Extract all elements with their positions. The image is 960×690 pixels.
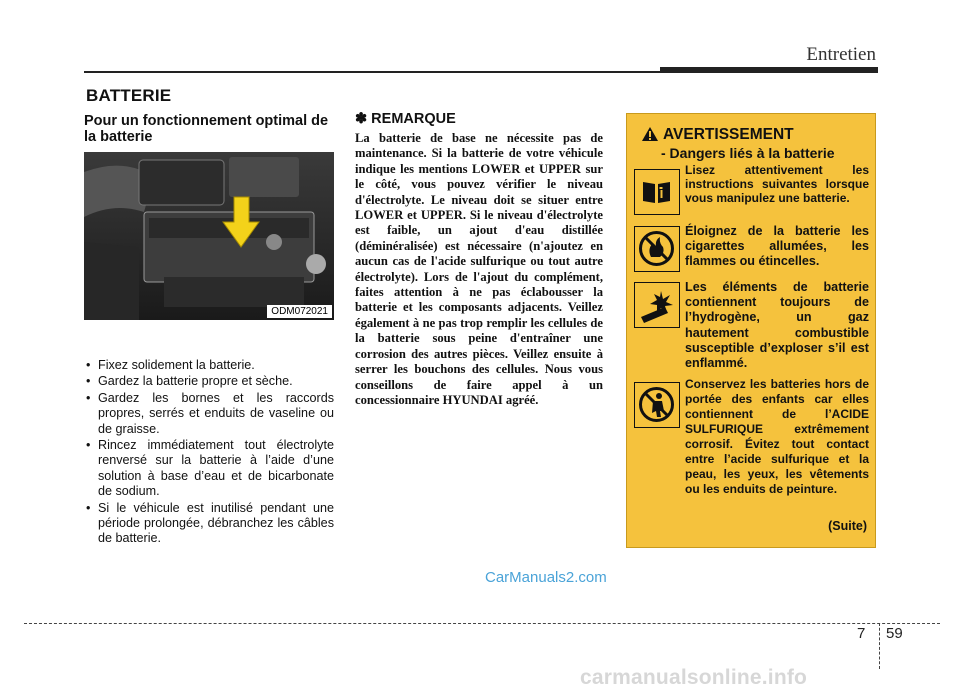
warning-box [626, 113, 876, 548]
note-text: La batterie de base ne nécessite pas de maintenance. Si la batterie de votre véhicule indique les mentions LOWER et UPPER sur le côté, vous pouvez vérifier le niveau d'électrolyte. Le niveau doit se situer entre LOWER et UPPER. Si le niveau d'électrolyte est faible, un ajout d'eau distillée (déminéralisée) est nécessaire (n'ajoutez en aucun cas de l'acide sulfurique ou tout autre électrolyte). Lors de l'ajout du complément, faites attention à ne pas éclabousser la batterie et les composants adjacents. Veillez également à ne pas trop remplir les cellules de la batterie sous peine d'entraîner une corrosion des autres pièces. Veillez ensuite à serrer les bouchons des cellules. Nous vous conseillons de faire appel à un concessionnaire HYUNDAI agréé. [355, 131, 603, 407]
note-title: ✽ REMARQUE [355, 111, 456, 127]
warning-triangle-icon [641, 126, 659, 142]
battery-photo-illustration [84, 152, 334, 320]
keep-away-children-icon [634, 382, 680, 428]
header-rule [84, 71, 662, 73]
page-number: 59 [886, 625, 903, 642]
battery-engine-photo [84, 152, 334, 320]
bullet-item: • Fixez solidement la batterie. [84, 358, 334, 373]
watermark-bottom[interactable]: carmanualsonline.info [580, 666, 808, 689]
continued-label: (Suite) [828, 519, 867, 533]
warning-title: AVERTISSEMENT [663, 126, 794, 143]
warning-subtitle: - Dangers liés à la batterie [661, 145, 835, 161]
header-title: Entretien [806, 44, 876, 65]
header-rule-accent [660, 67, 878, 73]
bullet-item: • Si le véhicule est inutilisé pendant une période prolongée, débranchez les câbles de batterie. [84, 501, 334, 547]
bullet-item: • Rincez immédiatement tout électrolyte renversé sur la batterie à l’aide d’une solution à base d’eau et de bicarbonate de sodium. [84, 438, 334, 500]
warning-text-read-instructions: Lisez attentivement les instructions suivantes lorsque vous manipulez une batterie. [685, 163, 869, 205]
warning-text-hydrogen: Les éléments de batterie contiennent toujours de l’hydrogène, un gaz hautement combustible susceptible d’exploser s’il est enflammé. [685, 280, 869, 371]
maintenance-bullet-list [84, 358, 334, 548]
warning-text-acid: Conservez les batteries hors de portée des enfants car elles contiennent de l’ACIDE SULFURIQUE extrêmement corrosif. Évitez tout contact entre l’acide sulfurique et la peau, les yeux, les vêtements ou les enduits de peinture. [685, 377, 869, 496]
chapter-number: 7 [857, 625, 866, 642]
footer-divider [879, 623, 880, 669]
subsection-title: Pour un fonctionnement optimal de la batterie [84, 113, 329, 145]
bullet-item: • Gardez les bornes et les raccords propres, serrés et enduits de vaseline ou de graisse. [84, 391, 334, 437]
no-fire-icon [634, 226, 680, 272]
photo-code: ODM072021 [267, 305, 332, 318]
watermark-link[interactable]: CarManuals2.com [485, 569, 607, 586]
section-title: BATTERIE [86, 86, 172, 105]
warning-text-no-flames: Éloignez de la batterie les cigarettes allumées, les flammes ou étincelles. [685, 224, 869, 269]
footer-rule [24, 623, 940, 624]
explosion-icon [634, 282, 680, 328]
manual-book-icon [634, 169, 680, 215]
bullet-item: • Gardez la batterie propre et sèche. [84, 374, 334, 389]
